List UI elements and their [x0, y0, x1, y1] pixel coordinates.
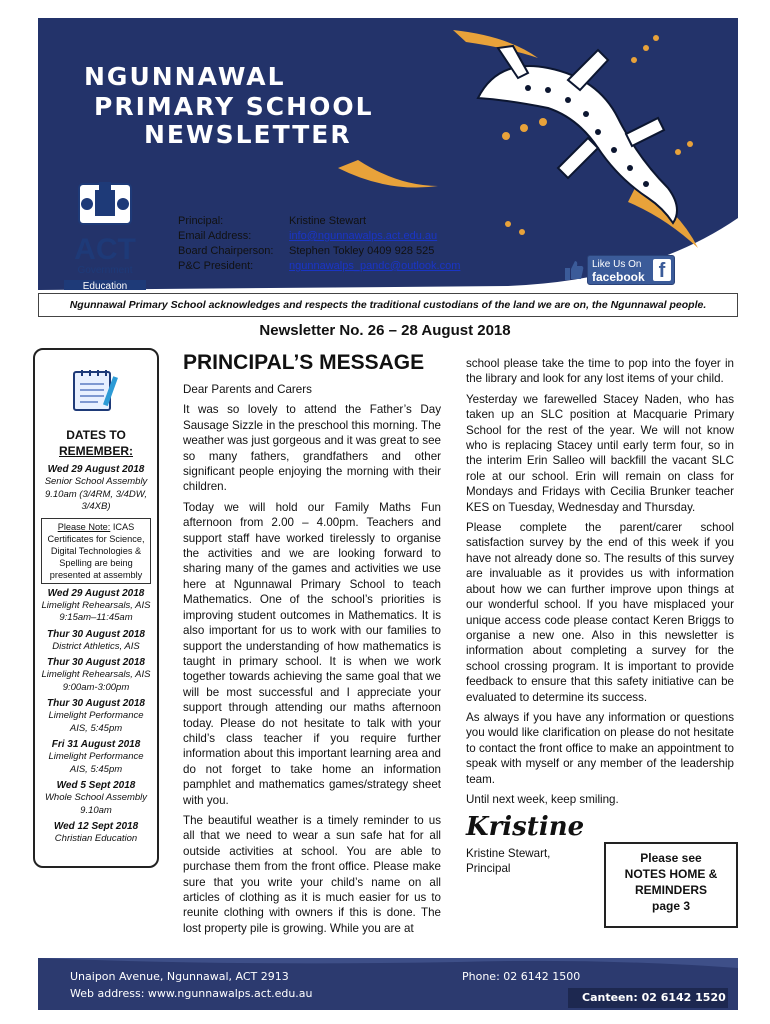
see-box-line: NOTES HOME &: [624, 867, 718, 881]
event-item: [39, 820, 153, 846]
act-government-logo: [64, 178, 146, 290]
paragraph: Today we will hold our Family Maths Fun afternoon from 2.00 – 4.00pm. Teachers and support staff have worked tirelessly to organise the activities and we are looking forward to sharing many of the games and activities we use here at Ngunnawal Primary School to teach Mathematics. One of the school’s priorities is improving student outcomes in Mathematics. It is also important for us to work with our families to support the understanding of how mathematics is taught in primary school. It is when we work together towards achieving the same goal that we will be most successful and I appreciate your support through attending our maths afternoon today. Please do not hesitate to talk with your child’s class teacher if you require further information about this important learning area and do not forget to take home an information pamphlet and mathematics games/strategy sheet with you.: [183, 500, 441, 807]
footer-canteen: Canteen: 02 6142 1520: [582, 991, 726, 1004]
sign-name: Kristine Stewart,: [466, 847, 551, 861]
act-education-label: Education: [64, 280, 146, 290]
pandc-email-link[interactable]: ngunnawalps_pandc@outlook.com: [289, 260, 461, 272]
paragraph: It was so lovely to attend the Father’s Day Sausage Sizzle in the preschool this morning. The weather was just gorgeous and it was great to see so many fathers, grandfathers and other significant people enjoying the morning with their children.: [183, 403, 441, 494]
email-link[interactable]: info@ngunnawalps.act.edu.au: [289, 230, 438, 242]
principal-message-column-1: [183, 350, 441, 941]
paragraph: As always if you have any information or questions you would like clarification on please do not hesitate to contact the front office to make an appointment to speak with myself or any member of the leadership team.: [466, 710, 734, 786]
header-banner: [38, 18, 738, 290]
contact-label: P&C President:: [178, 260, 254, 272]
event-item: [39, 656, 153, 694]
facebook-badge: [587, 255, 675, 285]
thumbs-up-icon: [564, 259, 584, 281]
principal-message-heading: PRINCIPAL’S MESSAGE: [183, 351, 425, 374]
event-desc: Limelight Rehearsals, AIS 9:15am–11:45am: [41, 599, 151, 623]
greeting: Dear Parents and Carers: [183, 383, 312, 396]
contact-label: Email Address:: [178, 230, 252, 242]
dates-title-line-2: REMEMBER:: [59, 444, 133, 458]
event-desc: Limelight Performance AIS, 5:45pm: [48, 710, 144, 734]
event-date: Wed 29 August 2018: [47, 464, 145, 475]
paragraph: Until next week, keep smiling.: [466, 792, 619, 806]
facebook-like-button[interactable]: [564, 254, 678, 286]
contact-row-pc-president: [178, 259, 460, 274]
act-word: ACT: [74, 233, 136, 266]
contact-label: Principal:: [178, 215, 224, 227]
acknowledgement-banner: Ngunnawal Primary School acknowledges and respects the traditional custodians of the land we are on, the Ngunnawal people.: [38, 293, 738, 317]
see-box-line: page 3: [651, 899, 690, 913]
event-date: Wed 29 August 2018: [47, 587, 145, 599]
paragraph: The beautiful weather is a timely reminder to us all that we need to wear a sun safe hat for all outside activities at school. You are able to purchase them from the front office. Please make sure that you write your child’s name on all articles of clothing as it is much easier for us to reunite clothing with owners if this is done. The lost property pile is growing. While you are at: [183, 813, 441, 935]
paragraph: school please take the time to pop into the foyer in the library and look for any lost items of your child.: [466, 357, 734, 386]
event-item: [39, 697, 153, 735]
sign-role: Principal: [466, 862, 511, 876]
dates-sidebar: [33, 348, 159, 868]
event-item: [39, 463, 153, 514]
lizard-icon: [458, 38, 698, 238]
event-item: [39, 738, 153, 776]
see-box-line: Please see: [640, 851, 702, 865]
contact-label: Board Chairperson:: [178, 245, 274, 257]
event-date: Fri 31 August 2018: [51, 739, 141, 750]
note-label: Please Note:: [57, 521, 111, 532]
see-box-line: REMINDERS: [634, 883, 707, 897]
footer: [38, 958, 738, 1010]
note-box: [41, 518, 151, 584]
event-desc: Limelight Performance AIS, 5:45pm: [48, 751, 144, 775]
principal-message-column-2: [466, 356, 734, 876]
event-date: Thur 30 August 2018: [47, 657, 145, 668]
contact-row-board-chair: [178, 244, 460, 259]
contact-list: [178, 214, 460, 274]
act-government-label: Government: [77, 265, 133, 276]
event-desc: District Athletics, AIS: [52, 640, 140, 652]
event-item: [39, 587, 153, 625]
act-crest-icon: [73, 178, 137, 230]
title-line-2: PRIMARY SCHOOL: [94, 92, 374, 121]
contact-value: Kristine Stewart: [289, 215, 367, 227]
see-notes-box: [604, 842, 738, 928]
event-desc: Christian Education: [54, 833, 138, 844]
paragraph: Please complete the parent/carer school satisfaction survey by the end of this week if you have not already done so. The results of this survey are invaluable as it provides us with information about how we can further improve upon things at our wonderful school. If you have misplaced your unique access code please contact Keren Briggs to organise a new one. Also in this newsletter is information about completing a survey for the school crossing program. It is important to provide feedback to ensure that this safety initiative can be evaluated to determine its success.: [466, 521, 734, 704]
footer-address: Unaipon Avenue, Ngunnawal, ACT 2913: [70, 970, 289, 983]
title-line-1: NGUNNAWAL: [84, 62, 286, 91]
event-desc: Whole School Assembly 9.10am: [44, 792, 148, 816]
newsletter-number: Newsletter No. 26 – 28 August 2018: [259, 322, 511, 339]
contact-row-email: [178, 229, 460, 244]
event-date: Thur 30 August 2018: [47, 628, 145, 640]
event-date: Thur 30 August 2018: [47, 698, 145, 709]
footer-web-address[interactable]: Web address: www.ngunnawalps.act.edu.au: [70, 987, 313, 1000]
event-date: Wed 12 Sept 2018: [53, 821, 139, 832]
event-item: [39, 628, 153, 654]
contact-row-principal: [178, 214, 460, 229]
facebook-like-text: Like Us On: [592, 259, 642, 270]
facebook-f-icon: f: [653, 259, 671, 281]
event-desc: Senior School Assembly 9.10am (3/4RM, 3/4DW, 3/4XB): [44, 476, 148, 512]
facebook-name: facebook: [592, 270, 645, 284]
signature: Kristine: [466, 812, 585, 843]
paragraph: Yesterday we farewelled Stacey Naden, who has taken up an SLC position at Macquarie Primary School for the rest of the year. We will not know who is replacing Stacey until early term four, so in the interim Erin Salleo will backfill the vacant SLC role at our school. Erin will remain on class for Mondays and Fridays with Cecilia Brunker teacher KES on Tuesday, Wednesday and Thursday.: [466, 392, 734, 514]
title-line-3: NEWSLETTER: [144, 120, 352, 149]
event-item: [39, 779, 153, 817]
dates-title-line-1: DATES TO: [66, 428, 126, 442]
contact-value: Stephen Tokley 0409 928 525: [289, 245, 435, 257]
event-desc: Limelight Rehearsals, AIS 9:00am-3:00pm: [41, 669, 151, 693]
notebook-icon: [68, 364, 124, 414]
footer-phone: Phone: 02 6142 1500: [462, 970, 581, 983]
note-text: ICAS Certificates for Science, Digital Technologies & Spelling are being presented at assembly: [47, 521, 145, 580]
event-date: Wed 5 Sept 2018: [56, 780, 136, 791]
